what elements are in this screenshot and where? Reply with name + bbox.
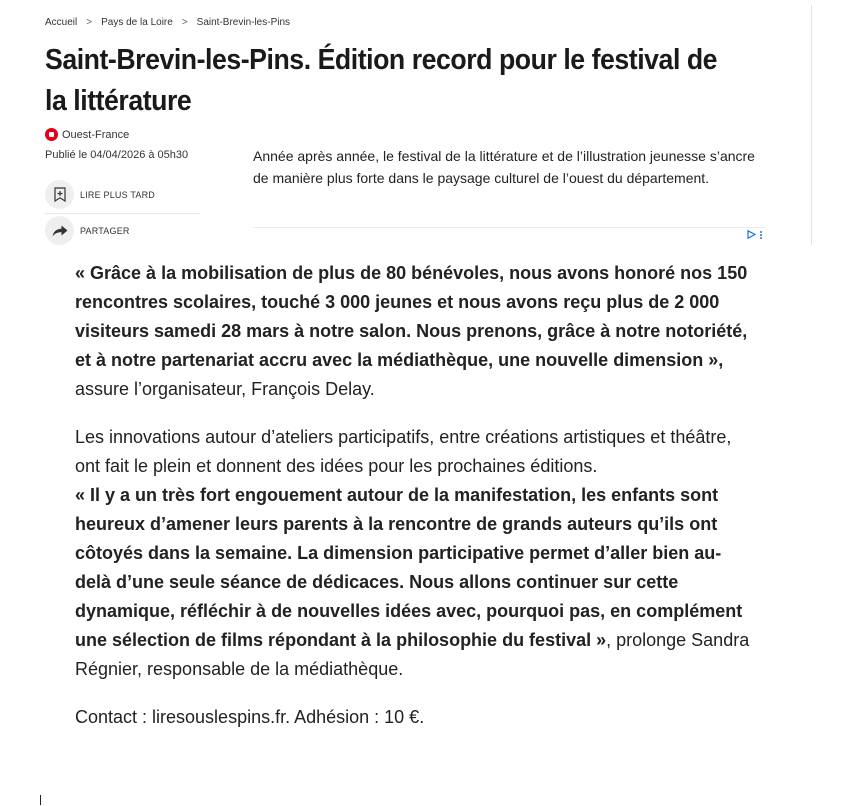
breadcrumb-separator: > <box>181 17 188 28</box>
quote-librarian: « Il y a un très fort engouement autour de la manifestation, les enfants sont heureux d’amener leurs parents à la rencontre de grands auteurs qu’ils ont côtoyés dans la semaine. La dimension participative permet d’aller bien au-delà d’une seule séance de dédicaces. Nous allons continuer sur cette dynamique, réfléchir à de nouvelles idées avec, pourquoi pas, en complément une sélection de films répondant à la philosophie du festival » <box>75 485 743 650</box>
article-paragraph <box>75 259 755 404</box>
article-body <box>75 259 755 732</box>
breadcrumb-link-region[interactable]: Pays de la Loire <box>101 17 173 28</box>
quote-organizer: « Grâce à la mobilisation de plus de 80 bénévoles, nous avons honoré nos 150 rencontres scolaires, touché 3 000 jeunes et nous avons reçu plus de 2 000 visiteurs samedi 28 mars à notre salon. Nous prenons, grâce à notre notoriété, et à notre partenariat accru avec la médiathèque, une nouvelle dimension », <box>75 263 748 370</box>
adchoices-icon[interactable] <box>747 230 762 239</box>
article-source <box>45 128 129 141</box>
breadcrumb-link-city[interactable]: Saint-Brevin-les-Pins <box>196 17 291 28</box>
article-lead: Année après année, le festival de la littérature et de l’illustration jeunesse s’ancre de manière plus forte dans le paysage culturel de l’ouest du département. <box>253 148 755 187</box>
read-later-button[interactable] <box>45 180 200 214</box>
ad-slot <box>253 227 765 246</box>
bookmark-add-icon <box>45 180 74 209</box>
article-title: Saint-Brevin-les-Pins. Édition record pour le festival de la littérature <box>45 44 718 117</box>
contact-paragraph: Contact : liresouslespins.fr. Adhésion : 10 €. <box>75 707 425 727</box>
article-paragraph <box>75 423 755 684</box>
read-later-label: LIRE PLUS TARD <box>80 189 155 200</box>
quote-attribution: , prolonge Sandra Régnier, responsable de la médiathèque. <box>75 630 750 679</box>
share-button[interactable] <box>45 216 200 249</box>
text-cursor <box>40 795 41 805</box>
source-name: Ouest-France <box>62 128 130 141</box>
ouest-france-logo-icon <box>45 128 58 141</box>
breadcrumb <box>45 17 290 28</box>
publication-date: Publié le 04/04/2026 à 05h30 <box>45 149 189 161</box>
breadcrumb-separator: > <box>86 17 93 28</box>
page-divider <box>811 5 812 245</box>
share-label: PARTAGER <box>80 225 130 236</box>
breadcrumb-link-accueil[interactable]: Accueil <box>45 17 78 28</box>
quote-attribution: assure l’organisateur, François Delay. <box>75 379 375 399</box>
share-arrow-icon <box>45 216 74 245</box>
paragraph-intro: Les innovations autour d’ateliers participatifs, entre créations artistiques et théâtre, ont fait le plein et donnent des idées pour les prochaines éditions. <box>75 427 732 476</box>
